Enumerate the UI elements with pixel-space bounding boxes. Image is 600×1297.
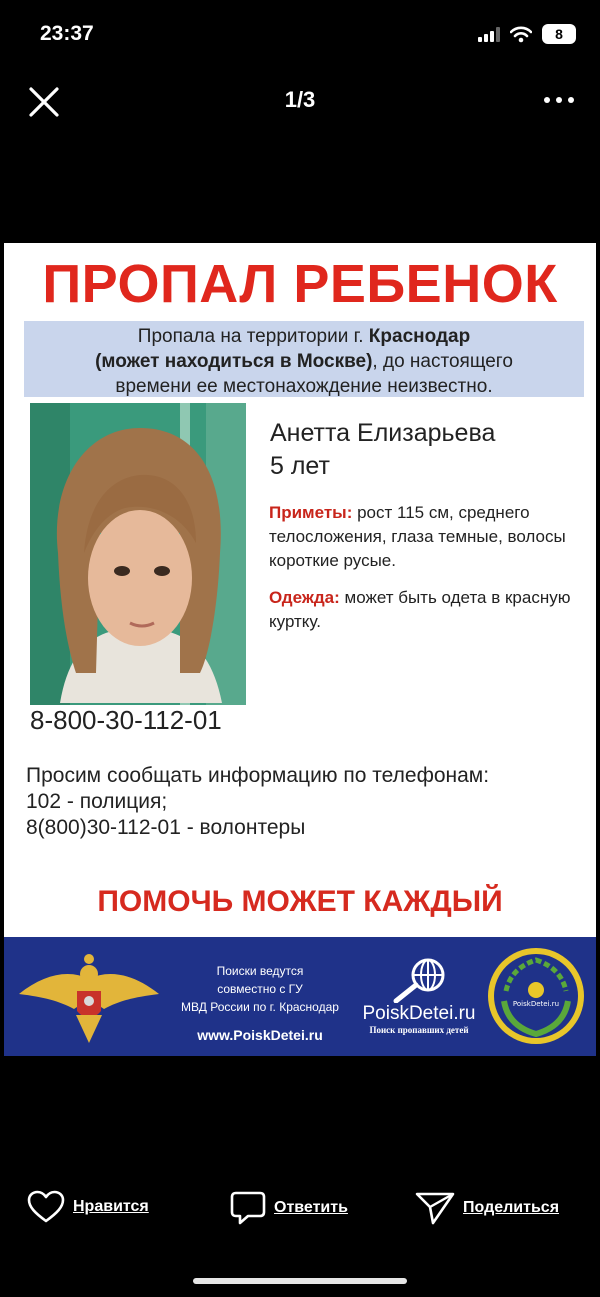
status-icons <box>478 24 576 44</box>
contact-request <box>26 763 489 841</box>
footer-line2: совместно с ГУ <box>217 982 303 996</box>
reply-button[interactable] <box>230 1190 348 1226</box>
poster-slogan: ПОМОЧЬ МОЖЕТ КАЖДЫЙ <box>97 885 503 918</box>
missing-child-poster <box>4 243 596 1056</box>
action-bar <box>0 1190 600 1230</box>
child-name: Анетта Елизарьева <box>270 419 496 447</box>
reply-label: Ответить <box>274 1199 348 1216</box>
send-icon <box>415 1190 455 1226</box>
home-indicator[interactable] <box>193 1278 407 1284</box>
features-label: Приметы: <box>269 503 353 522</box>
poster-footer <box>4 937 596 1056</box>
request-line1: Просим сообщать информацию по телефонам: <box>26 764 490 787</box>
logo-name: PoiskDetei.ru <box>362 1003 476 1024</box>
like-label: Нравится <box>73 1198 149 1215</box>
poiskdetei-logo <box>354 957 484 1037</box>
like-button[interactable] <box>27 1190 149 1224</box>
police-emblem-icon <box>14 949 164 1047</box>
features-block <box>269 501 589 573</box>
share-label: Поделиться <box>463 1199 560 1216</box>
footer-text <box>170 962 350 1016</box>
assoc-logo-inner: PoiskDetei.ru <box>512 1000 560 1008</box>
info-line2-bold: (может находиться в Москве) <box>95 351 373 372</box>
logo-subtitle: Поиск пропавших детей <box>369 1025 469 1035</box>
request-line2: 102 - полиция; <box>26 790 168 813</box>
info-line2-rest: , до настоящего <box>372 351 513 372</box>
clothes-label: Одежда: <box>269 588 340 607</box>
info-line1: Пропала на территории г. <box>137 326 369 347</box>
signal-icon <box>478 26 500 42</box>
share-button[interactable] <box>415 1190 559 1226</box>
request-line3: 8(800)30-112-01 - волонтеры <box>26 816 306 839</box>
battery-indicator: 8 <box>542 24 576 44</box>
wifi-icon <box>510 26 532 43</box>
info-box <box>24 321 584 397</box>
hotline-number: 8-800-30-112-01 <box>30 705 222 735</box>
footer-line3: МВД России по г. Краснодар <box>181 1000 339 1014</box>
comment-icon <box>230 1190 266 1226</box>
page-counter: 1/3 <box>284 87 316 112</box>
magnifier-globe-icon <box>384 957 454 1003</box>
footer-line1: Поиски ведутся <box>216 964 304 978</box>
footer-url: www.PoiskDetei.ru <box>197 1027 323 1043</box>
clothes-text: может быть одета в красную куртку. <box>269 588 571 631</box>
features-text: рост 115 см, среднего телосложения, глаза темные, волосы короткие русые. <box>269 503 566 570</box>
more-options-icon[interactable] <box>544 97 574 103</box>
volunteer-association-logo <box>486 946 586 1046</box>
status-time: 23:37 <box>40 22 94 45</box>
heart-icon <box>27 1190 65 1224</box>
poster-title: ПРОПАЛ РЕБЕНОК <box>42 254 558 314</box>
info-city: Краснодар <box>368 326 471 347</box>
child-photo <box>30 403 246 705</box>
child-age: 5 лет <box>270 452 330 480</box>
clothes-block <box>269 586 589 634</box>
info-line3: времени ее местонахождение неизвестно. <box>115 376 493 397</box>
